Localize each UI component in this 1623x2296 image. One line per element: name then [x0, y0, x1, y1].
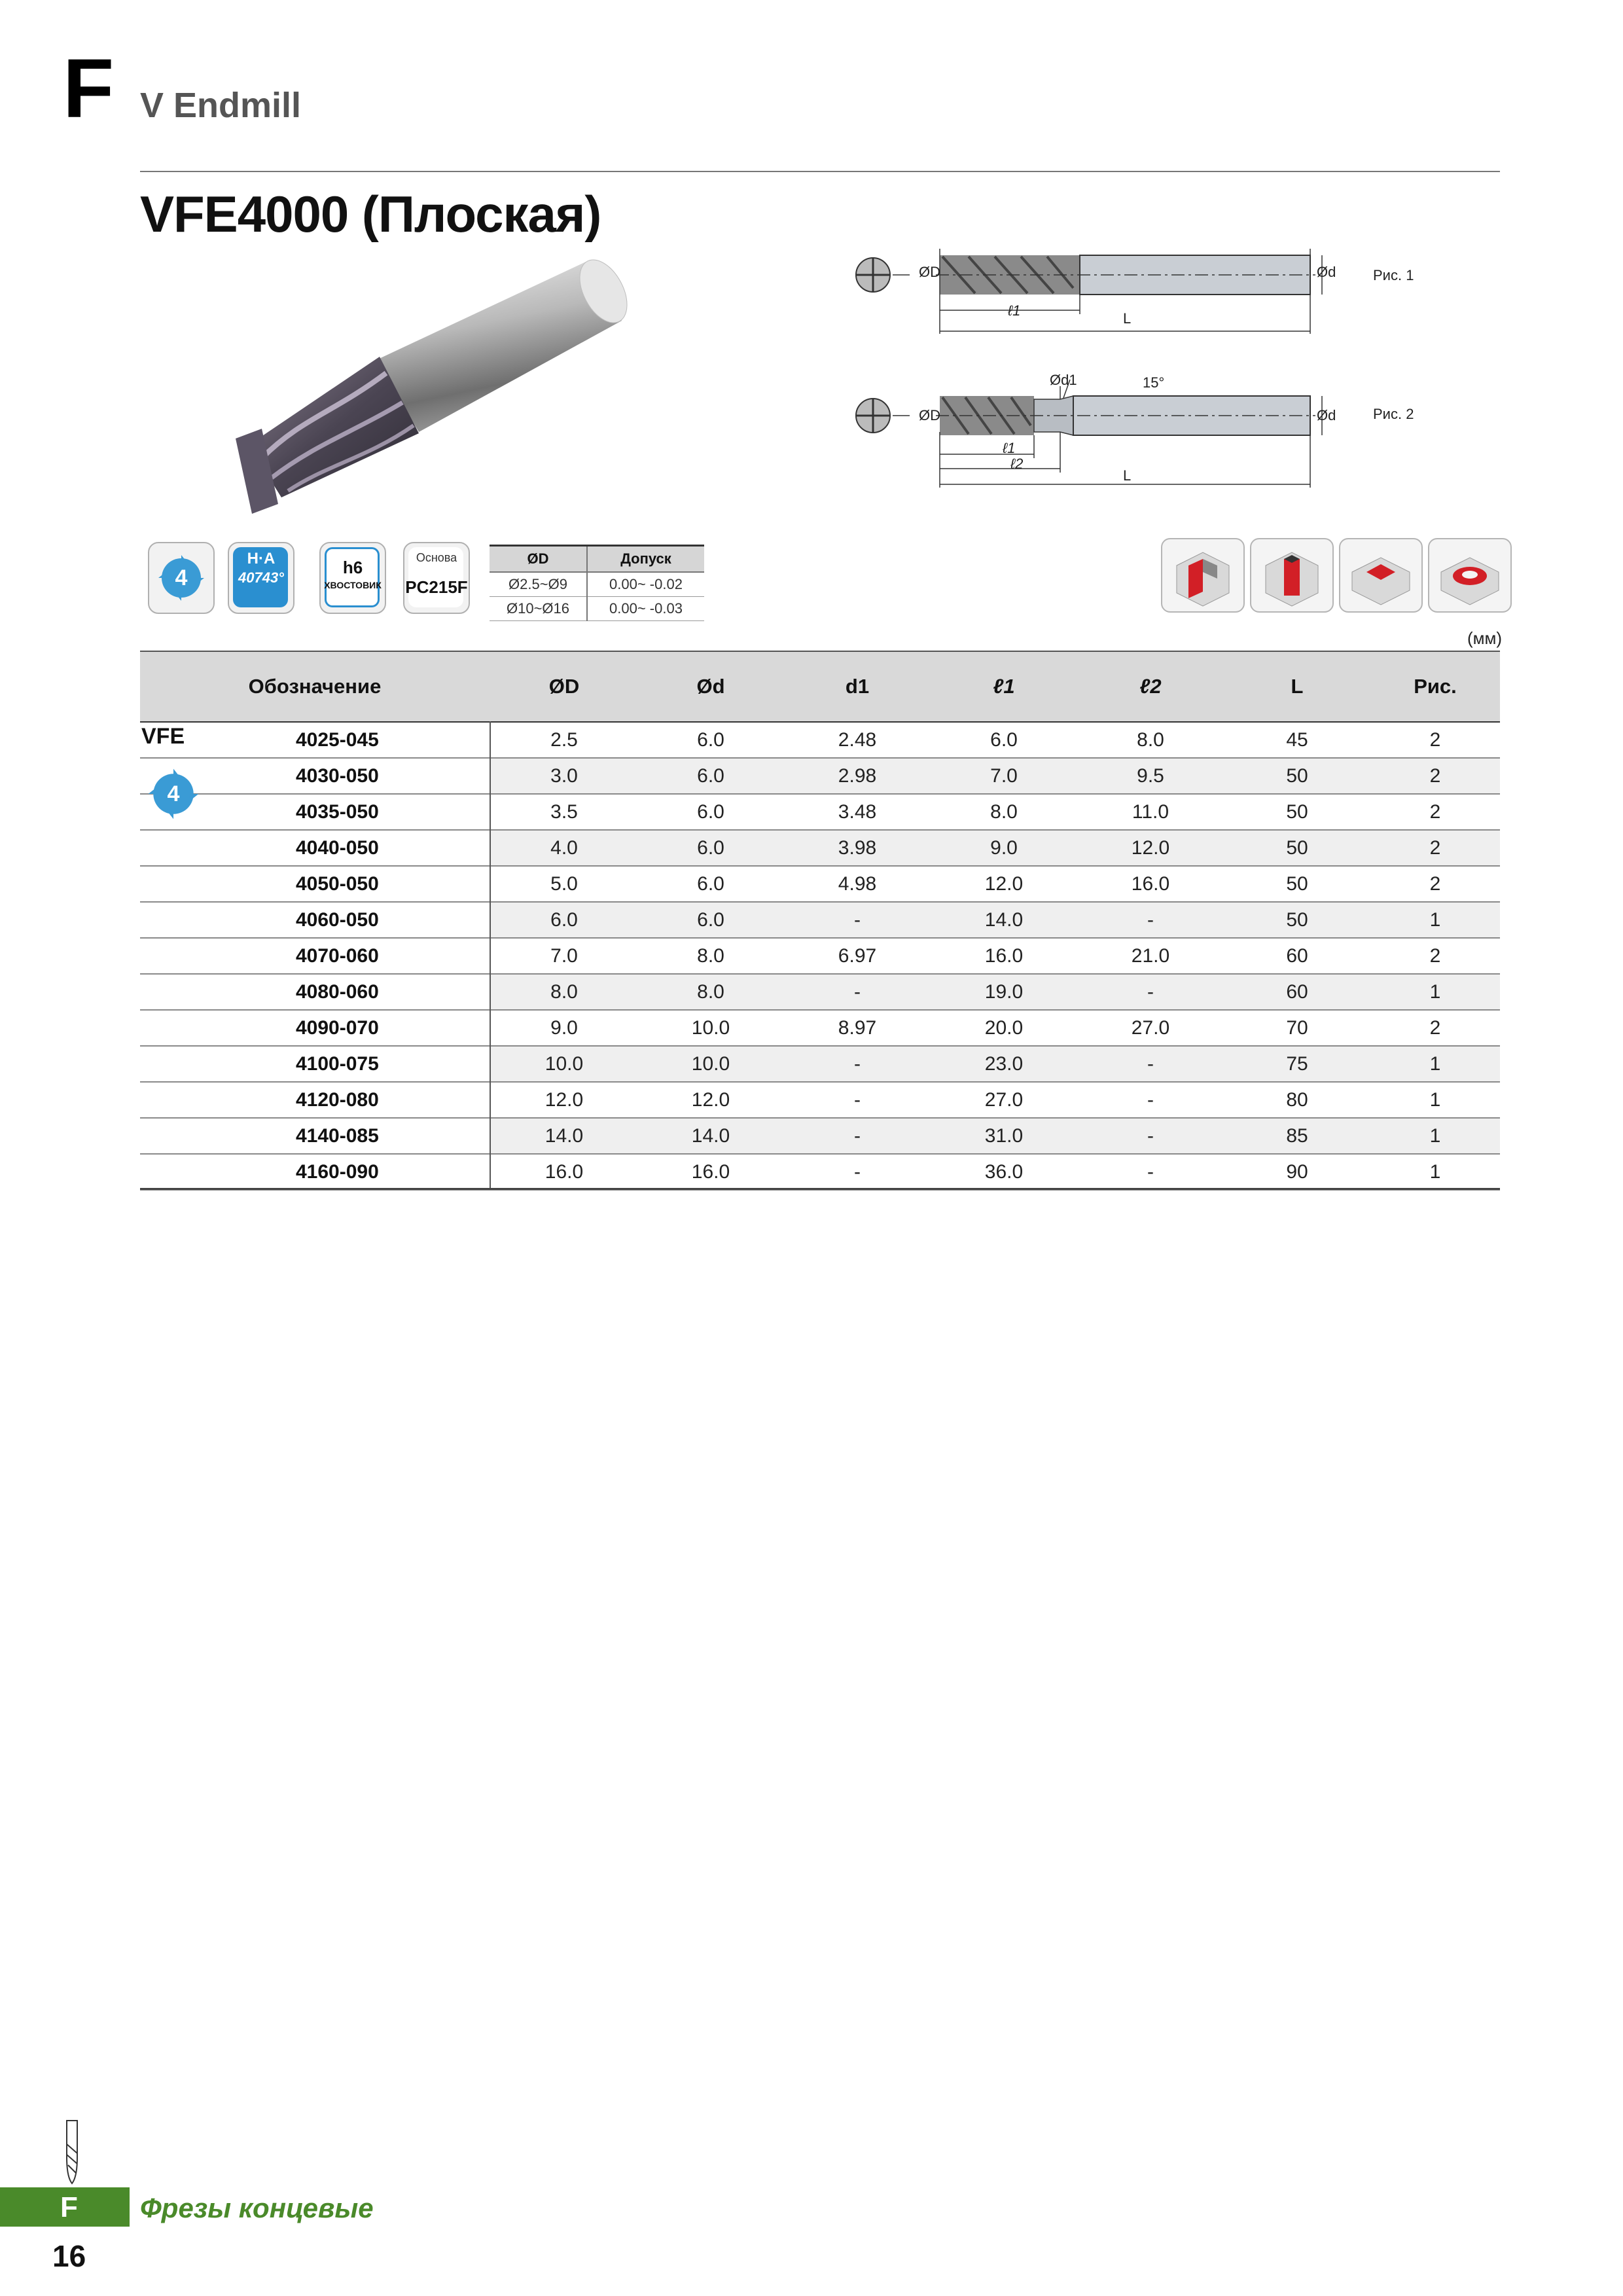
designation-code: 4160-090: [296, 1161, 379, 1183]
cell-l1: 14.0: [984, 909, 1024, 931]
cell-d1: 6.97: [838, 945, 877, 967]
ball-endmill-icon: [59, 2118, 85, 2186]
fig2-dim-d: Ød: [1317, 407, 1336, 423]
fig1-dim-D: ØD: [919, 264, 940, 280]
flutes-icon: [148, 542, 215, 614]
fig1-caption: Рис. 1: [1373, 267, 1414, 283]
base-material-icon: [403, 542, 470, 614]
cell-l2: 11.0: [1132, 801, 1169, 823]
cell-D: 8.0: [550, 981, 578, 1003]
designation-code: 4120-080: [296, 1089, 379, 1111]
cell-l1: 20.0: [984, 1017, 1024, 1039]
tolerance-value: 0.00~ -0.02: [587, 572, 704, 597]
cell-d1: 3.98: [838, 837, 877, 859]
drawing-fig1: [844, 242, 1368, 334]
col-fig: Рис.: [1414, 675, 1457, 698]
helix-value: 40743°: [238, 569, 284, 586]
cell-d1: 8.97: [838, 1017, 877, 1039]
designation-code: 4070-060: [296, 945, 379, 967]
table-row: [140, 1155, 1500, 1191]
fig2-angle: 15°: [1143, 374, 1165, 391]
table-row: [140, 975, 1500, 1011]
cell-l2: -: [1147, 1053, 1154, 1075]
designation-code: 4050-050: [296, 873, 379, 895]
cell-fig: 1: [1429, 1125, 1441, 1147]
cell-l2: -: [1147, 1161, 1154, 1183]
cell-L: 60: [1286, 945, 1308, 967]
cell-fig: 2: [1429, 1017, 1441, 1039]
footer-letter: F: [60, 2191, 78, 2223]
cell-l1: 27.0: [984, 1089, 1024, 1111]
base-label: Основа: [416, 551, 457, 564]
helix-angle-icon: [228, 542, 294, 614]
table-row: [140, 1083, 1500, 1119]
designation-code: 4080-060: [296, 981, 379, 1003]
cell-d: 6.0: [697, 909, 724, 931]
designation-code: 4035-050: [296, 801, 379, 823]
cell-l1: 16.0: [984, 945, 1024, 967]
cell-l1: 36.0: [984, 1161, 1024, 1183]
cell-fig: 2: [1429, 801, 1441, 823]
cell-d: 6.0: [697, 837, 724, 859]
designation-code: 4040-050: [296, 837, 379, 859]
fig2-dim-l1: ℓ1: [1003, 440, 1016, 456]
table-header: [140, 651, 1500, 723]
col-L: L: [1291, 675, 1304, 698]
cell-d: 16.0: [691, 1161, 730, 1183]
cell-fig: 2: [1429, 837, 1441, 859]
fig2-dim-d1: Ød1: [1050, 372, 1077, 388]
cell-d: 6.0: [697, 801, 724, 823]
cell-D: 5.0: [550, 873, 578, 895]
table-row: [140, 867, 1500, 903]
designation-code: 4030-050: [296, 765, 379, 787]
designation-code: 4140-085: [296, 1125, 379, 1147]
cell-l1: 31.0: [984, 1125, 1024, 1147]
cell-d1: 2.48: [838, 729, 877, 751]
table-body: [140, 723, 1500, 1191]
table-row: [140, 759, 1500, 795]
tolerance-range: Ø2.5~Ø9: [490, 572, 587, 597]
table-row: [140, 1047, 1500, 1083]
cell-D: 3.5: [550, 801, 578, 823]
table-row: [140, 1011, 1500, 1047]
cell-d: 8.0: [697, 981, 724, 1003]
col-designation: Обозначение: [248, 675, 382, 698]
unit-label: (мм): [1467, 628, 1503, 648]
cell-l2: -: [1147, 909, 1154, 931]
cell-fig: 1: [1429, 1161, 1441, 1183]
cell-l1: 6.0: [990, 729, 1018, 751]
page-number: 16: [52, 2239, 86, 2273]
cell-fig: 2: [1429, 945, 1441, 967]
cell-l2: 21.0: [1131, 945, 1170, 967]
cell-L: 85: [1286, 1125, 1308, 1147]
table-row: [140, 903, 1500, 939]
tolerance-header-tolerance: Допуск: [587, 546, 704, 573]
cell-fig: 2: [1429, 765, 1441, 787]
cell-D: 10.0: [544, 1053, 584, 1075]
base-value: PC215F: [405, 577, 468, 597]
shank-text: ХВОСТОВИК: [324, 580, 382, 590]
cell-d1: 2.98: [838, 765, 877, 787]
cell-fig: 1: [1429, 1089, 1441, 1111]
cell-d1: 4.98: [838, 873, 877, 895]
shoulder-milling-icon: [1161, 538, 1245, 613]
cell-d1: -: [854, 1089, 861, 1111]
cell-L: 50: [1286, 873, 1308, 895]
cell-L: 50: [1286, 801, 1308, 823]
cell-L: 90: [1286, 1161, 1308, 1183]
cell-D: 12.0: [544, 1089, 584, 1111]
specification-table: [140, 651, 1500, 1191]
cell-l2: -: [1147, 1089, 1154, 1111]
endmill-photo: [223, 249, 641, 524]
plunging-icon: [1428, 538, 1512, 613]
fig2-dim-l2: ℓ2: [1010, 456, 1024, 472]
tolerance-table: [490, 545, 704, 621]
cell-d: 10.0: [691, 1053, 730, 1075]
footer-category: Фрезы концевые: [140, 2193, 374, 2223]
designation-code: 4060-050: [296, 909, 379, 931]
cell-d: 6.0: [697, 765, 724, 787]
cell-l2: 27.0: [1131, 1017, 1170, 1039]
cell-l1: 7.0: [990, 765, 1018, 787]
designation-code: 4025-045: [296, 729, 379, 751]
fig1-dim-L: L: [1123, 310, 1132, 327]
cell-l2: -: [1147, 981, 1154, 1003]
cell-D: 14.0: [544, 1125, 584, 1147]
cell-L: 45: [1286, 729, 1308, 751]
table-row: [140, 795, 1500, 831]
cell-D: 2.5: [550, 729, 578, 751]
designation-code: 4090-070: [296, 1017, 379, 1039]
cell-d: 8.0: [697, 945, 724, 967]
designation-code: 4100-075: [296, 1053, 379, 1075]
cell-L: 50: [1286, 909, 1308, 931]
series-name: VFE: [141, 724, 185, 749]
cell-L: 50: [1286, 837, 1308, 859]
cell-d1: -: [854, 981, 861, 1003]
header-divider: [140, 171, 1500, 172]
tolerance-value: 0.00~ -0.03: [587, 597, 704, 621]
cell-l2: -: [1147, 1125, 1154, 1147]
tolerance-header-diameter: ØD: [490, 546, 587, 573]
cell-l2: 8.0: [1137, 729, 1164, 751]
shank-tolerance-icon: [319, 542, 386, 614]
fig2-dim-L: L: [1123, 467, 1132, 484]
cell-l1: 23.0: [984, 1053, 1024, 1075]
cell-l1: 8.0: [990, 801, 1018, 823]
col-D: ØD: [548, 675, 580, 698]
drawing-fig2: [844, 367, 1368, 491]
cell-l1: 19.0: [984, 981, 1024, 1003]
flutes-count: 4: [175, 565, 188, 590]
col-l1: ℓ1: [993, 675, 1015, 698]
cell-d: 6.0: [697, 873, 724, 895]
cell-d1: -: [854, 909, 861, 931]
cell-l2: 12.0: [1131, 837, 1170, 859]
col-d: Ød: [696, 675, 725, 698]
col-l2: ℓ2: [1139, 675, 1162, 698]
fig2-dim-D: ØD: [919, 407, 940, 423]
cell-D: 7.0: [550, 945, 578, 967]
cell-d1: -: [854, 1161, 861, 1183]
cell-L: 75: [1286, 1053, 1308, 1075]
slotting-icon: [1250, 538, 1334, 613]
table-row: [140, 723, 1500, 759]
series-flute-count: 4: [167, 781, 180, 806]
cell-L: 80: [1286, 1089, 1308, 1111]
cell-d: 14.0: [691, 1125, 730, 1147]
chapter-letter: F: [63, 42, 115, 135]
pocketing-icon: [1339, 538, 1423, 613]
cell-L: 50: [1286, 765, 1308, 787]
section-title: V Endmill: [140, 86, 302, 125]
cell-L: 60: [1286, 981, 1308, 1003]
cell-fig: 2: [1429, 729, 1441, 751]
cell-D: 4.0: [550, 837, 578, 859]
table-row: [140, 1119, 1500, 1155]
cell-d: 6.0: [697, 729, 724, 751]
col-d1: d1: [845, 675, 870, 698]
cell-L: 70: [1286, 1017, 1308, 1039]
cell-d1: -: [854, 1125, 861, 1147]
helix-label: H·A: [247, 550, 276, 567]
table-row: [140, 831, 1500, 867]
column-separator: [490, 721, 491, 1189]
cell-d1: -: [854, 1053, 861, 1075]
table-bottom-rule: [140, 1188, 1500, 1190]
table-row: [140, 939, 1500, 975]
cell-D: 16.0: [544, 1161, 584, 1183]
cell-l1: 9.0: [990, 837, 1018, 859]
fig2-caption: Рис. 2: [1373, 406, 1414, 422]
cell-l2: 9.5: [1137, 765, 1164, 787]
cell-fig: 1: [1429, 1053, 1441, 1075]
shank-label: h6: [342, 558, 363, 577]
cell-fig: 1: [1429, 981, 1441, 1003]
cell-D: 6.0: [550, 909, 578, 931]
cell-D: 9.0: [550, 1017, 578, 1039]
cell-d: 12.0: [691, 1089, 730, 1111]
tolerance-range: Ø10~Ø16: [490, 597, 587, 621]
fig1-dim-d: Ød: [1317, 264, 1336, 280]
cell-fig: 1: [1429, 909, 1441, 931]
cell-l2: 16.0: [1131, 873, 1170, 895]
cell-l1: 12.0: [984, 873, 1024, 895]
fig1-dim-l1: ℓ1: [1008, 302, 1021, 319]
page-title: VFE4000 (Плоская): [140, 185, 601, 243]
cell-fig: 2: [1429, 873, 1441, 895]
cell-d1: 3.48: [838, 801, 877, 823]
cell-d: 10.0: [691, 1017, 730, 1039]
cell-D: 3.0: [550, 765, 578, 787]
